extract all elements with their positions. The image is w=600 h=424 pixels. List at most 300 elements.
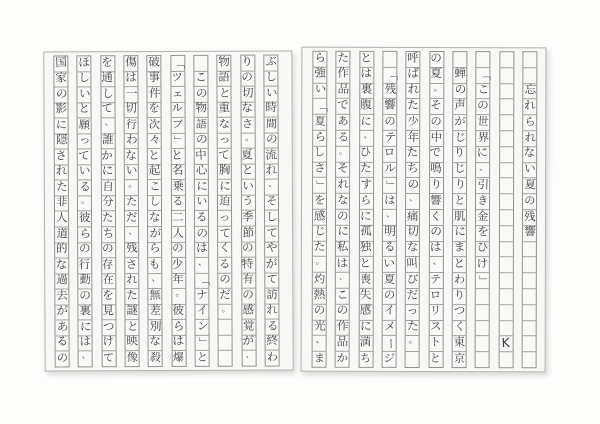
handwritten-character: 分 [102, 196, 114, 209]
char-cell [171, 165, 184, 181]
handwritten-character: 覚 [243, 320, 255, 333]
char-cell [523, 352, 536, 367]
handwritten-character: で [429, 147, 442, 160]
handwritten-character: 、 [128, 226, 138, 237]
handwritten-character: と [148, 149, 161, 163]
char-cell [265, 258, 278, 274]
handwritten-character: 破 [148, 56, 161, 69]
char-cell [360, 147, 373, 163]
char-cell [125, 227, 138, 243]
char-cell [126, 352, 139, 367]
handwritten-character: 、 [339, 271, 349, 282]
char-cell [360, 194, 373, 210]
handwritten-character: 作 [336, 320, 349, 334]
char-cell [265, 195, 278, 211]
char-cell [171, 87, 184, 103]
char-cell [500, 131, 513, 147]
char-cell [336, 352, 349, 367]
handwritten-character: 人 [55, 212, 68, 225]
char-cell [78, 56, 91, 72]
text-column [217, 55, 233, 367]
handwritten-character: と [429, 352, 442, 365]
handwritten-character: 通 [101, 72, 114, 85]
char-cell [429, 352, 442, 367]
char-cell [101, 56, 114, 72]
handwritten-character: 。 [433, 82, 443, 93]
handwritten-character: ジ [383, 352, 395, 365]
char-cell [360, 99, 373, 115]
char-cell [359, 305, 372, 321]
char-cell [360, 52, 373, 68]
char-cell [194, 87, 207, 103]
char-cell [383, 52, 396, 68]
handwritten-character: い [195, 196, 208, 209]
handwritten-character: ほ [78, 56, 91, 69]
handwritten-character: を [477, 226, 490, 239]
handwritten-character: を [148, 102, 161, 116]
char-cell [125, 243, 138, 259]
handwritten-character: そ [265, 196, 278, 209]
handwritten-character: 」 [196, 337, 209, 349]
char-cell [383, 320, 396, 336]
char-cell [101, 118, 114, 134]
handwritten-character: の [336, 305, 349, 318]
handwritten-character: ェ [172, 87, 184, 100]
author-column [498, 51, 514, 368]
handwritten-character: な [149, 335, 162, 349]
char-cell [523, 337, 536, 353]
handwritten-character: つ [103, 320, 116, 334]
char-cell [453, 194, 466, 210]
handwritten-character: な [523, 147, 536, 160]
char-cell [79, 290, 92, 306]
handwritten-character: 京 [453, 352, 465, 365]
char-cell [55, 196, 68, 212]
char-cell [360, 162, 373, 178]
char-cell [148, 103, 161, 119]
char-cell [337, 68, 350, 84]
handwritten-character: 、 [363, 129, 373, 141]
char-cell [500, 68, 513, 84]
handwritten-character: 胸 [218, 165, 231, 178]
handwritten-character: れ [126, 274, 138, 287]
handwritten-character: た [125, 289, 138, 302]
char-cell [383, 162, 396, 178]
char-cell [337, 115, 350, 131]
char-cell [523, 258, 536, 274]
char-cell [241, 180, 254, 196]
char-cell [148, 87, 161, 103]
char-cell [313, 178, 326, 194]
char-cell [383, 194, 396, 210]
handwritten-character: る [195, 211, 208, 224]
handwritten-character: 東 [453, 336, 466, 349]
text-column [263, 55, 279, 367]
handwritten-character: 、 [104, 117, 114, 128]
handwritten-character: は [195, 242, 208, 255]
char-cell [453, 131, 466, 147]
handwritten-character: な [124, 149, 137, 163]
char-cell [125, 149, 138, 165]
handwritten-character: た [360, 163, 373, 176]
handwritten-character: 界 [477, 131, 490, 145]
char-cell [476, 352, 489, 367]
handwritten-character: 存 [101, 258, 115, 272]
handwritten-character: 名 [172, 165, 184, 178]
char-cell [406, 289, 419, 305]
text-column [358, 51, 374, 368]
handwritten-character: い [78, 87, 91, 101]
handwritten-character: の [78, 242, 91, 256]
handwritten-character: は [336, 257, 349, 271]
text-column [405, 51, 421, 368]
char-cell [149, 289, 162, 305]
char-cell [430, 99, 443, 115]
handwritten-character: た [407, 99, 420, 112]
char-cell [196, 351, 209, 366]
handwritten-character: 道 [56, 227, 68, 241]
char-cell [406, 194, 419, 210]
char-cell [218, 102, 231, 118]
char-cell [102, 196, 115, 212]
handwritten-character: 年 [172, 274, 185, 287]
handwritten-character: 夏 [241, 149, 254, 162]
char-cell [383, 336, 396, 352]
handwritten-character: る [383, 241, 396, 255]
char-cell [476, 179, 489, 195]
handwritten-character: 引 [477, 178, 490, 192]
handwritten-character: に [360, 320, 373, 334]
char-cell [360, 68, 373, 84]
char-cell [218, 133, 231, 149]
char-cell [359, 257, 372, 273]
char-cell [453, 99, 466, 115]
char-cell [78, 227, 91, 243]
handwritten-character: う [242, 196, 254, 209]
char-cell [476, 210, 489, 226]
handwritten-character: い [523, 163, 536, 176]
handwritten-character: 熱 [313, 288, 326, 302]
handwritten-character: 節 [242, 227, 255, 240]
handwritten-character: 蝉 [454, 68, 466, 81]
handwritten-character: が [242, 335, 255, 348]
handwritten-character: 物 [194, 102, 208, 115]
handwritten-character: の [242, 242, 255, 255]
handwritten-character: じ [453, 163, 466, 176]
char-cell [453, 305, 466, 321]
handwritten-character: る [266, 320, 279, 333]
char-cell [407, 84, 420, 100]
char-cell [360, 210, 373, 226]
handwritten-character: た [125, 196, 138, 209]
handwritten-character: ロ [429, 289, 442, 302]
char-cell [241, 164, 254, 180]
char-cell [218, 165, 231, 181]
char-cell [313, 352, 326, 367]
char-cell [172, 242, 185, 258]
char-cell [430, 68, 443, 84]
char-cell [453, 115, 466, 131]
handwritten-character: の [337, 210, 349, 223]
char-cell [313, 99, 326, 115]
char-cell [218, 242, 231, 258]
char-cell [195, 118, 208, 134]
char-cell [219, 258, 232, 274]
char-cell [241, 102, 254, 118]
handwritten-character: 映 [125, 335, 139, 349]
handwritten-character: が [265, 257, 278, 271]
char-cell [79, 274, 92, 290]
handwritten-character: や [265, 242, 278, 255]
handwritten-character: れ [265, 164, 278, 177]
handwritten-character: を [101, 56, 114, 69]
handwritten-character: さ [313, 162, 326, 175]
char-cell [195, 134, 208, 150]
handwritten-character: 重 [218, 102, 231, 115]
char-cell [195, 273, 208, 289]
handwritten-character: は [383, 194, 396, 207]
char-cell [194, 56, 207, 72]
handwritten-character: 乗 [172, 180, 185, 194]
char-cell [149, 351, 162, 366]
char-cell [79, 258, 92, 274]
char-cell [336, 178, 349, 194]
char-cell [264, 102, 277, 118]
char-cell [500, 179, 513, 195]
handwritten-character: の [383, 288, 396, 302]
char-cell [266, 351, 279, 366]
handwritten-character: 切 [242, 87, 254, 100]
char-cell [78, 243, 91, 259]
char-cell [523, 226, 536, 242]
handwritten-character: だ [219, 288, 232, 302]
char-cell [218, 227, 231, 243]
handwritten-character: 影 [54, 103, 68, 116]
handwritten-character: れ [407, 84, 420, 97]
char-cell [125, 103, 138, 119]
handwritten-character: 殺 [149, 351, 162, 365]
char-cell [406, 131, 419, 147]
char-cell [523, 163, 536, 179]
handwritten-character: じ [454, 131, 467, 144]
char-cell [54, 88, 67, 104]
char-cell [453, 84, 466, 100]
char-cell [102, 289, 115, 305]
char-cell [125, 289, 138, 305]
char-cell [500, 100, 513, 116]
char-cell [430, 131, 443, 147]
char-cell [383, 210, 396, 226]
handwritten-character: 」 [477, 274, 490, 287]
handwritten-character: ま [453, 241, 466, 255]
char-cell [54, 56, 67, 72]
char-cell [194, 71, 207, 87]
handwritten-character: の [241, 71, 254, 84]
char-cell [453, 321, 466, 337]
char-cell [406, 226, 419, 242]
handwritten-character: く [453, 321, 466, 334]
handwritten-character: 、 [151, 272, 161, 283]
char-cell [477, 115, 490, 131]
handwritten-character: 二 [172, 211, 184, 224]
char-cell [523, 305, 536, 321]
handwritten-character: 痛 [407, 210, 419, 223]
char-cell [264, 71, 277, 87]
handwritten-character: の [219, 273, 231, 286]
char-cell [124, 56, 137, 72]
char-cell [500, 210, 513, 226]
handwritten-character: の [313, 305, 325, 318]
char-cell [148, 196, 161, 212]
char-cell [79, 336, 92, 352]
handwritten-character: 起 [148, 165, 161, 178]
char-cell [336, 226, 349, 242]
char-cell [219, 289, 232, 305]
handwritten-character: テ [430, 273, 442, 286]
char-cell [499, 337, 512, 353]
char-cell [523, 179, 536, 195]
handwritten-character: 中 [430, 131, 443, 144]
handwritten-character: 光 [313, 320, 326, 334]
char-cell [430, 52, 443, 68]
char-cell [55, 119, 68, 135]
char-cell [406, 352, 419, 367]
handwritten-character: に [79, 321, 92, 334]
handwritten-character: わ [125, 134, 138, 147]
char-cell [55, 274, 68, 290]
handwritten-character: れ [337, 178, 350, 192]
char-cell [360, 241, 373, 257]
char-cell [406, 273, 419, 289]
char-cell [265, 273, 278, 289]
handwritten-character: ツ [171, 71, 184, 85]
char-cell [55, 181, 68, 197]
char-cell [149, 258, 162, 274]
handwritten-character: に [195, 180, 208, 193]
handwritten-character: ら [313, 51, 326, 65]
char-cell [172, 227, 185, 243]
handwritten-character: 「 [314, 100, 327, 113]
handwritten-character: 、 [385, 208, 395, 219]
char-cell [195, 165, 208, 181]
handwritten-character: 一 [125, 87, 138, 100]
char-cell [359, 352, 372, 367]
char-cell [499, 242, 512, 258]
char-cell [453, 210, 466, 226]
char-cell [78, 72, 91, 88]
char-cell [101, 134, 114, 150]
char-cell [336, 210, 349, 226]
char-cell [171, 103, 184, 119]
char-cell [453, 178, 466, 194]
handwritten-character: そ [337, 162, 349, 176]
handwritten-character: を [313, 194, 326, 207]
char-cell [313, 83, 326, 99]
text-column [475, 51, 491, 368]
char-cell [265, 118, 278, 134]
handwritten-character: 差 [149, 305, 162, 318]
handwritten-character: 動 [79, 274, 91, 287]
handwritten-character: イ [196, 305, 208, 318]
char-cell [383, 115, 396, 131]
char-cell [126, 336, 139, 352]
handwritten-character: 品 [337, 83, 350, 97]
handwritten-character: り [430, 178, 443, 192]
char-cell [101, 103, 114, 119]
handwritten-character: ち [407, 163, 419, 176]
handwritten-character: リ [430, 305, 442, 318]
handwritten-character: れ [524, 131, 537, 145]
handwritten-character: り [453, 289, 466, 302]
handwritten-character: な [149, 212, 161, 225]
title-column [522, 51, 538, 368]
text-column [77, 55, 93, 367]
char-cell [430, 163, 443, 179]
char-cell [337, 83, 350, 99]
handwritten-character: と [171, 149, 184, 163]
char-cell [219, 351, 232, 366]
char-cell [148, 165, 161, 181]
handwritten-character: ら [148, 242, 161, 256]
text-column [452, 51, 468, 368]
char-cell [360, 226, 373, 242]
char-cell [55, 165, 68, 181]
char-cell [78, 150, 91, 166]
text-column [100, 55, 116, 367]
char-cell [195, 227, 208, 243]
char-cell [56, 352, 69, 367]
handwritten-character: 響 [430, 194, 443, 207]
handwritten-character: 、 [479, 161, 489, 172]
char-cell [242, 196, 255, 212]
char-cell [265, 227, 278, 243]
handwritten-character: わ [266, 351, 278, 364]
char-cell [265, 304, 278, 320]
char-cell [195, 211, 208, 227]
handwritten-character: ち [359, 352, 372, 365]
char-cell [56, 336, 69, 352]
char-cell [148, 212, 161, 228]
handwritten-character: の [56, 352, 68, 365]
char-cell [172, 196, 185, 212]
handwritten-character: 感 [242, 304, 255, 317]
char-cell [102, 212, 115, 228]
char-cell [336, 305, 349, 321]
char-cell [476, 226, 489, 242]
char-cell [55, 150, 68, 166]
handwritten-character: の [477, 99, 490, 113]
char-cell [219, 273, 232, 289]
char-cell [523, 242, 536, 258]
char-cell [406, 336, 419, 352]
char-cell [360, 115, 373, 131]
handwritten-character: 「 [384, 69, 397, 81]
char-cell [241, 71, 254, 87]
char-cell [430, 210, 443, 226]
handwritten-character: に [102, 165, 114, 178]
handwritten-character: 。 [81, 195, 91, 206]
char-cell [171, 149, 184, 165]
char-cell [148, 227, 161, 243]
char-cell [172, 211, 185, 227]
handwritten-character: る [56, 336, 69, 349]
char-cell [101, 165, 114, 181]
char-cell [195, 196, 208, 212]
char-cell [102, 274, 115, 290]
handwritten-character: た [313, 241, 326, 254]
char-cell [79, 352, 92, 367]
handwritten-character: 、 [268, 178, 278, 190]
